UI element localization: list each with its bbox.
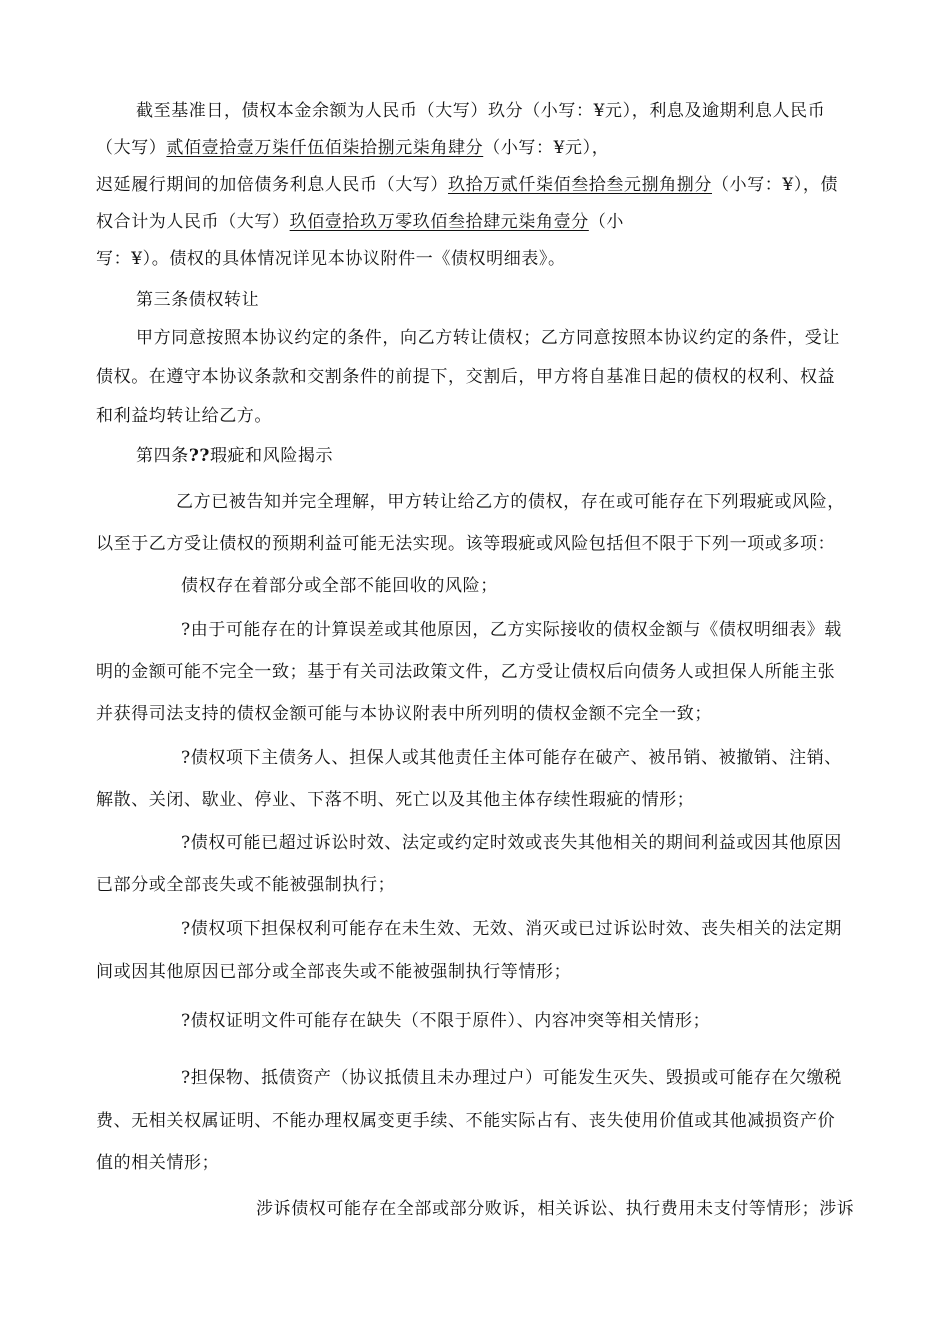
text-segment: （小 — [588, 212, 625, 232]
list-item: 债权存在着部分或全部不能回收的风险； — [181, 576, 498, 596]
text-line: 费、无相关权属证明、不能办理权属变更手续、不能实际占有、丧失使用价值或其他减损资产价 — [96, 1111, 836, 1131]
text-line: 明的金额可能不完全一致；基于有关司法政策文件，乙方受让债权后向债务人或担保人所能主张 — [96, 662, 836, 682]
list-item: ?债权证明文件可能存在缺失（不限于原件）、内容冲突等相关情形； — [181, 1011, 711, 1031]
text-line: 以至于乙方受让债权的预期利益可能无法实现。该等瑕疵或风险包括但不限于下列一项或多项： — [96, 534, 836, 554]
text-line: 债权。在遵守本协议条款和交割条件的前提下，交割后，甲方将自基准日起的债权的权利、权益 — [96, 367, 836, 387]
text-segment: （大写） — [96, 138, 167, 158]
text-segment: 迟延履行期间的加倍债务利息人民币（大写） — [96, 175, 448, 195]
text-line: 间或因其他原因已部分或全部丧失或不能被强制执行等情形； — [96, 962, 572, 982]
text-segment: ?? — [188, 446, 210, 466]
text-line: 和利益均转让给乙方。 — [96, 406, 272, 426]
list-item: ?债权可能已超过诉讼时效、法定或约定时效或丧失其他相关的期间利益或因其他原因 — [181, 833, 842, 853]
text-line — [96, 174, 838, 196]
text-line: 值的相关情形； — [96, 1153, 220, 1173]
text-line: 截至基准日，债权本金余额为人民币（大写）玖分（小写：¥元），利息及逾期利息人民币 — [136, 101, 826, 121]
underlined-amount: 贰佰壹拾壹万柒仟伍佰柒拾捌元柒角肆分 — [166, 138, 484, 158]
list-item: ?由于可能存在的计算误差或其他原因，乙方实际接收的债权金额与《债权明细表》载 — [181, 620, 842, 640]
text-line: 乙方已被告知并完全理解，甲方转让给乙方的债权，存在或可能存在下列瑕疵或风险， — [176, 492, 845, 512]
text-line: 并获得司法支持的债权金额可能与本协议附表中所列明的债权金额不完全一致； — [96, 704, 712, 724]
underlined-amount: 玖拾万贰仟柒佰叁拾叁元捌角捌分 — [448, 175, 712, 195]
text-line: 已部分或全部丧失或不能被强制执行； — [96, 875, 396, 895]
list-item: ?债权项下主债务人、担保人或其他责任主体可能存在破产、被吊销、被撤销、注销、 — [181, 748, 842, 768]
text-segment: 第四条 — [136, 446, 189, 466]
text-line — [96, 137, 609, 159]
list-item: 涉诉债权可能存在全部或部分败诉，相关诉讼、执行费用未支付等情形；涉诉 — [256, 1199, 855, 1219]
section-heading — [136, 445, 333, 467]
text-segment: （小写：¥元）， — [483, 138, 610, 158]
text-line: 解散、关闭、歇业、停业、下落不明、死亡以及其他主体存续性瑕疵的情形； — [96, 790, 695, 810]
text-segment: 瑕疵和风险揭示 — [209, 446, 334, 466]
section-heading: 第三条债权转让 — [136, 290, 260, 310]
list-item: ?担保物、抵债资产（协议抵债且未办理过户）可能发生灭失、毁损或可能存在欠缴税 — [181, 1068, 842, 1088]
text-segment: 权合计为人民币（大写） — [96, 212, 290, 232]
text-segment: （小写：¥），债 — [712, 175, 839, 195]
text-line: 甲方同意按照本协议约定的条件，向乙方转让债权；乙方同意按照本协议约定的条件，受让 — [136, 328, 840, 348]
list-item: ?债权项下担保权利可能存在未生效、无效、消灭或已过诉讼时效、丧失相关的法定期 — [181, 919, 842, 939]
text-line — [96, 211, 624, 233]
underlined-amount: 玖佰壹拾玖万零玖佰叁拾肆元柒角壹分 — [289, 212, 589, 232]
text-line: 写：¥）。债权的具体情况详见本协议附件一《债权明细表》。 — [96, 249, 566, 269]
